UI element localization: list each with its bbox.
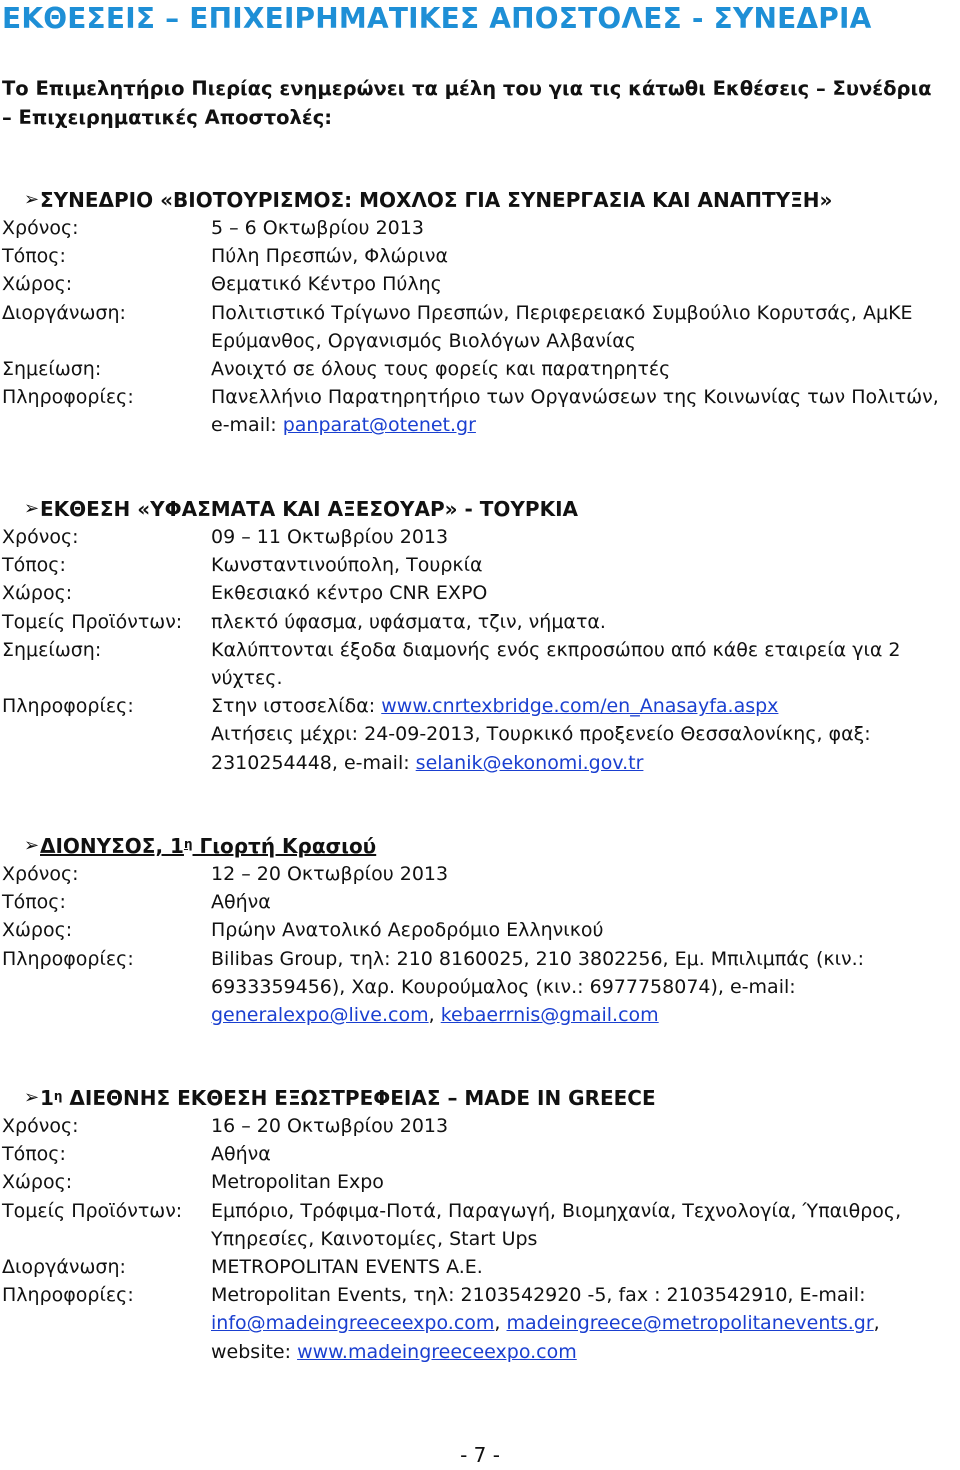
label: Σημείωση: xyxy=(2,638,102,661)
row-place xyxy=(2,1140,960,1168)
value: Θεματικό Κέντρο Πύλης xyxy=(211,273,442,296)
label: Πληροφορίες: xyxy=(2,695,134,718)
value xyxy=(211,945,960,1030)
label: Σημείωση: xyxy=(2,358,102,381)
info-text: Bilibas Group, τηλ: 210 8160025, 210 3802256, Εμ. Μπιλιμπάς (κιν.: 6933359456), Χαρ. Κουρούμαλος (κιν.: 6977758074), e-mail: xyxy=(211,947,865,998)
row-venue xyxy=(2,270,960,298)
label: Διοργάνωση: xyxy=(2,1256,126,1279)
row-organizer xyxy=(2,299,960,355)
row-venue xyxy=(2,1168,960,1196)
label: Πληροφορίες: xyxy=(2,1284,134,1307)
section-heading xyxy=(40,1084,656,1112)
row-sectors xyxy=(2,608,960,636)
row-place xyxy=(2,551,960,579)
value: 12 – 20 Οκτωβρίου 2013 xyxy=(211,863,449,885)
value: Πολιτιστικό Τρίγωνο Πρεσπών, Περιφερειακό Συμβούλιο Κορυτσάς, ΑμΚΕ Ερύμανθος, Οργανισμός Βιολόγων Αλβανίας xyxy=(211,301,913,352)
row-organizer xyxy=(2,1253,960,1281)
email-link[interactable]: selanik@ekonomi.gov.tr xyxy=(415,751,644,774)
section-title xyxy=(2,1084,960,1112)
label: Τόπος: xyxy=(2,1143,66,1166)
heading-sup: η xyxy=(183,837,193,851)
row-venue xyxy=(2,916,960,944)
value: Αθήνα xyxy=(211,891,271,914)
value: Κωνσταντινούπολη, Τουρκία xyxy=(211,554,483,577)
row-place xyxy=(2,242,960,270)
section-made-in-greece xyxy=(2,1084,960,1366)
heading-part: 1 xyxy=(40,1086,54,1110)
label: Πληροφορίες: xyxy=(2,947,134,970)
label: Τόπος: xyxy=(2,891,66,914)
row-note xyxy=(2,636,960,692)
email-link[interactable]: info@madeingreeceexpo.com xyxy=(211,1312,495,1335)
row-note xyxy=(2,355,960,383)
value: 5 – 6 Οκτωβρίου 2013 xyxy=(211,217,424,239)
label: Χρόνος: xyxy=(2,1115,79,1137)
value: Ανοιχτό σε όλους τους φορείς και παρατηρητές xyxy=(211,358,671,381)
section-title xyxy=(2,832,960,860)
arrow-bullet-icon: ➢ xyxy=(24,189,40,210)
label: Τόπος: xyxy=(2,554,66,577)
info-text: Στην ιστοσελίδα: xyxy=(211,695,382,718)
section-heading: ΕΚΘΕΣΗ «ΥΦΑΣΜΑΤΑ ΚΑΙ ΑΞΕΣΟΥΑΡ» - ΤΟΥΡΚΙΑ xyxy=(40,497,578,521)
row-time xyxy=(2,523,960,551)
value: 16 – 20 Οκτωβρίου 2013 xyxy=(211,1115,449,1137)
row-info xyxy=(2,383,960,439)
section-title xyxy=(2,495,960,523)
label: Χώρος: xyxy=(2,1171,73,1194)
info-text: Αιτήσεις μέχρι: 24-09-2013, Τουρκικό προξενείο Θεσσαλονίκης, φαξ: 2310254448, e-mail: xyxy=(211,723,871,774)
arrow-bullet-icon: ➢ xyxy=(24,835,40,856)
row-venue xyxy=(2,579,960,607)
row-info xyxy=(2,945,960,1030)
info-text: Πανελλήνιο Παρατηρητήριο των Οργανώσεων της Κοινωνίας των Πολιτών, e-mail: xyxy=(211,386,939,437)
label: Χρόνος: xyxy=(2,217,79,239)
value: Πρώην Ανατολικό Αεροδρόμιο Ελληνικού xyxy=(211,919,604,942)
row-time xyxy=(2,1112,960,1140)
intro-text: Το Επιμελητήριο Πιερίας ενημερώνει τα μέλη του για τις κάτωθι Εκθέσεις – Συνέδρια – Επιχειρηματικές Αποστολές: xyxy=(2,77,932,129)
value: METROPOLITAN EVENTS A.E. xyxy=(211,1256,483,1279)
section-dionysos xyxy=(2,832,960,1029)
arrow-bullet-icon: ➢ xyxy=(24,498,40,519)
section-biotourism xyxy=(2,186,960,440)
row-time xyxy=(2,214,960,242)
value: πλεκτό ύφασμα, υφάσματα, τζιν, νήματα. xyxy=(211,610,606,633)
row-place xyxy=(2,888,960,916)
label: Χώρος: xyxy=(2,582,73,605)
label: Χρόνος: xyxy=(2,863,79,885)
heading-part: Γιορτή Κρασιού xyxy=(192,834,377,858)
info-text: , website: xyxy=(211,1312,880,1363)
email-link[interactable]: kebaerrnis@gmail.com xyxy=(440,1004,659,1027)
label: Τομείς Προϊόντων: xyxy=(2,610,183,633)
email-link[interactable]: panparat@otenet.gr xyxy=(282,414,476,437)
arrow-bullet-icon: ➢ xyxy=(24,1087,40,1108)
value xyxy=(211,692,960,777)
row-time xyxy=(2,860,960,888)
label: Τόπος: xyxy=(2,245,66,268)
separator: , xyxy=(494,1312,507,1335)
row-info xyxy=(2,1281,960,1366)
row-info xyxy=(2,692,960,777)
label: Χώρος: xyxy=(2,273,73,296)
value xyxy=(211,1281,960,1366)
value: Καλύπτονται έξοδα διαμονής ενός εκπροσώπου από κάθε εταιρεία για 2 νύχτες. xyxy=(211,638,901,690)
heading-part: ΔΙΟΝΥΣΟΣ, 1 xyxy=(40,834,184,858)
value xyxy=(211,383,960,439)
separator: , xyxy=(428,1004,441,1027)
section-heading: ΣΥΝΕΔΡΙΟ «ΒΙΟΤΟΥΡΙΣΜΟΣ: ΜΟΧΛΟΣ ΓΙΑ ΣΥΝΕΡΓΑΣΙΑ ΚΑΙ ΑΝΑΠΤΥΞΗ» xyxy=(40,188,833,212)
info-text: Metropolitan Events, τηλ: 2103542920 -5, fax : 2103542910, E-mail: xyxy=(211,1284,866,1307)
section-title xyxy=(2,186,960,214)
email-link[interactable]: madeingreece@metropolitanevents.gr xyxy=(506,1312,874,1335)
section-heading xyxy=(40,832,376,860)
value: 09 – 11 Οκτωβρίου 2013 xyxy=(211,526,449,548)
value: Metropolitan Expo xyxy=(211,1171,384,1194)
label: Πληροφορίες: xyxy=(2,386,134,409)
label: Χώρος: xyxy=(2,919,73,942)
section-textiles-turkey xyxy=(2,495,960,777)
heading-sup: η xyxy=(53,1089,63,1103)
page-number: - 7 - xyxy=(460,1443,500,1467)
value: Πύλη Πρεσπών, Φλώρινα xyxy=(211,245,449,268)
value: Εμπόριο, Τρόφιμα-Ποτά, Παραγωγή, Βιομηχανία, Τεχνολογία, Ύπαιθρος, Υπηρεσίες, Καινοτομίες, Start Ups xyxy=(211,1199,902,1250)
value: Εκθεσιακό κέντρο CNR EXPO xyxy=(211,582,488,605)
value: Αθήνα xyxy=(211,1143,271,1166)
heading-part: ΔΙΕΘΝΗΣ ΕΚΘΕΣΗ ΕΞΩΣΤΡΕΦΕΙΑΣ – MADE IN GREECE xyxy=(62,1086,656,1110)
label: Χρόνος: xyxy=(2,526,79,548)
label: Τομείς Προϊόντων: xyxy=(2,1199,183,1222)
website-link[interactable]: www.cnrtexbridge.com/en_Anasayfa.aspx xyxy=(381,695,779,718)
website-link[interactable]: www.madeingreeceexpo.com xyxy=(297,1340,577,1363)
label: Διοργάνωση: xyxy=(2,301,126,324)
page-title: ΕΚΘΕΣΕΙΣ – ΕΠΙΧΕΙΡΗΜΑΤΙΚΕΣ ΑΠΟΣΤΟΛΕΣ - ΣΥΝΕΔΡΙΑ xyxy=(2,2,872,35)
email-link[interactable]: generalexpo@live.com xyxy=(211,1004,429,1027)
row-sectors xyxy=(2,1197,960,1253)
